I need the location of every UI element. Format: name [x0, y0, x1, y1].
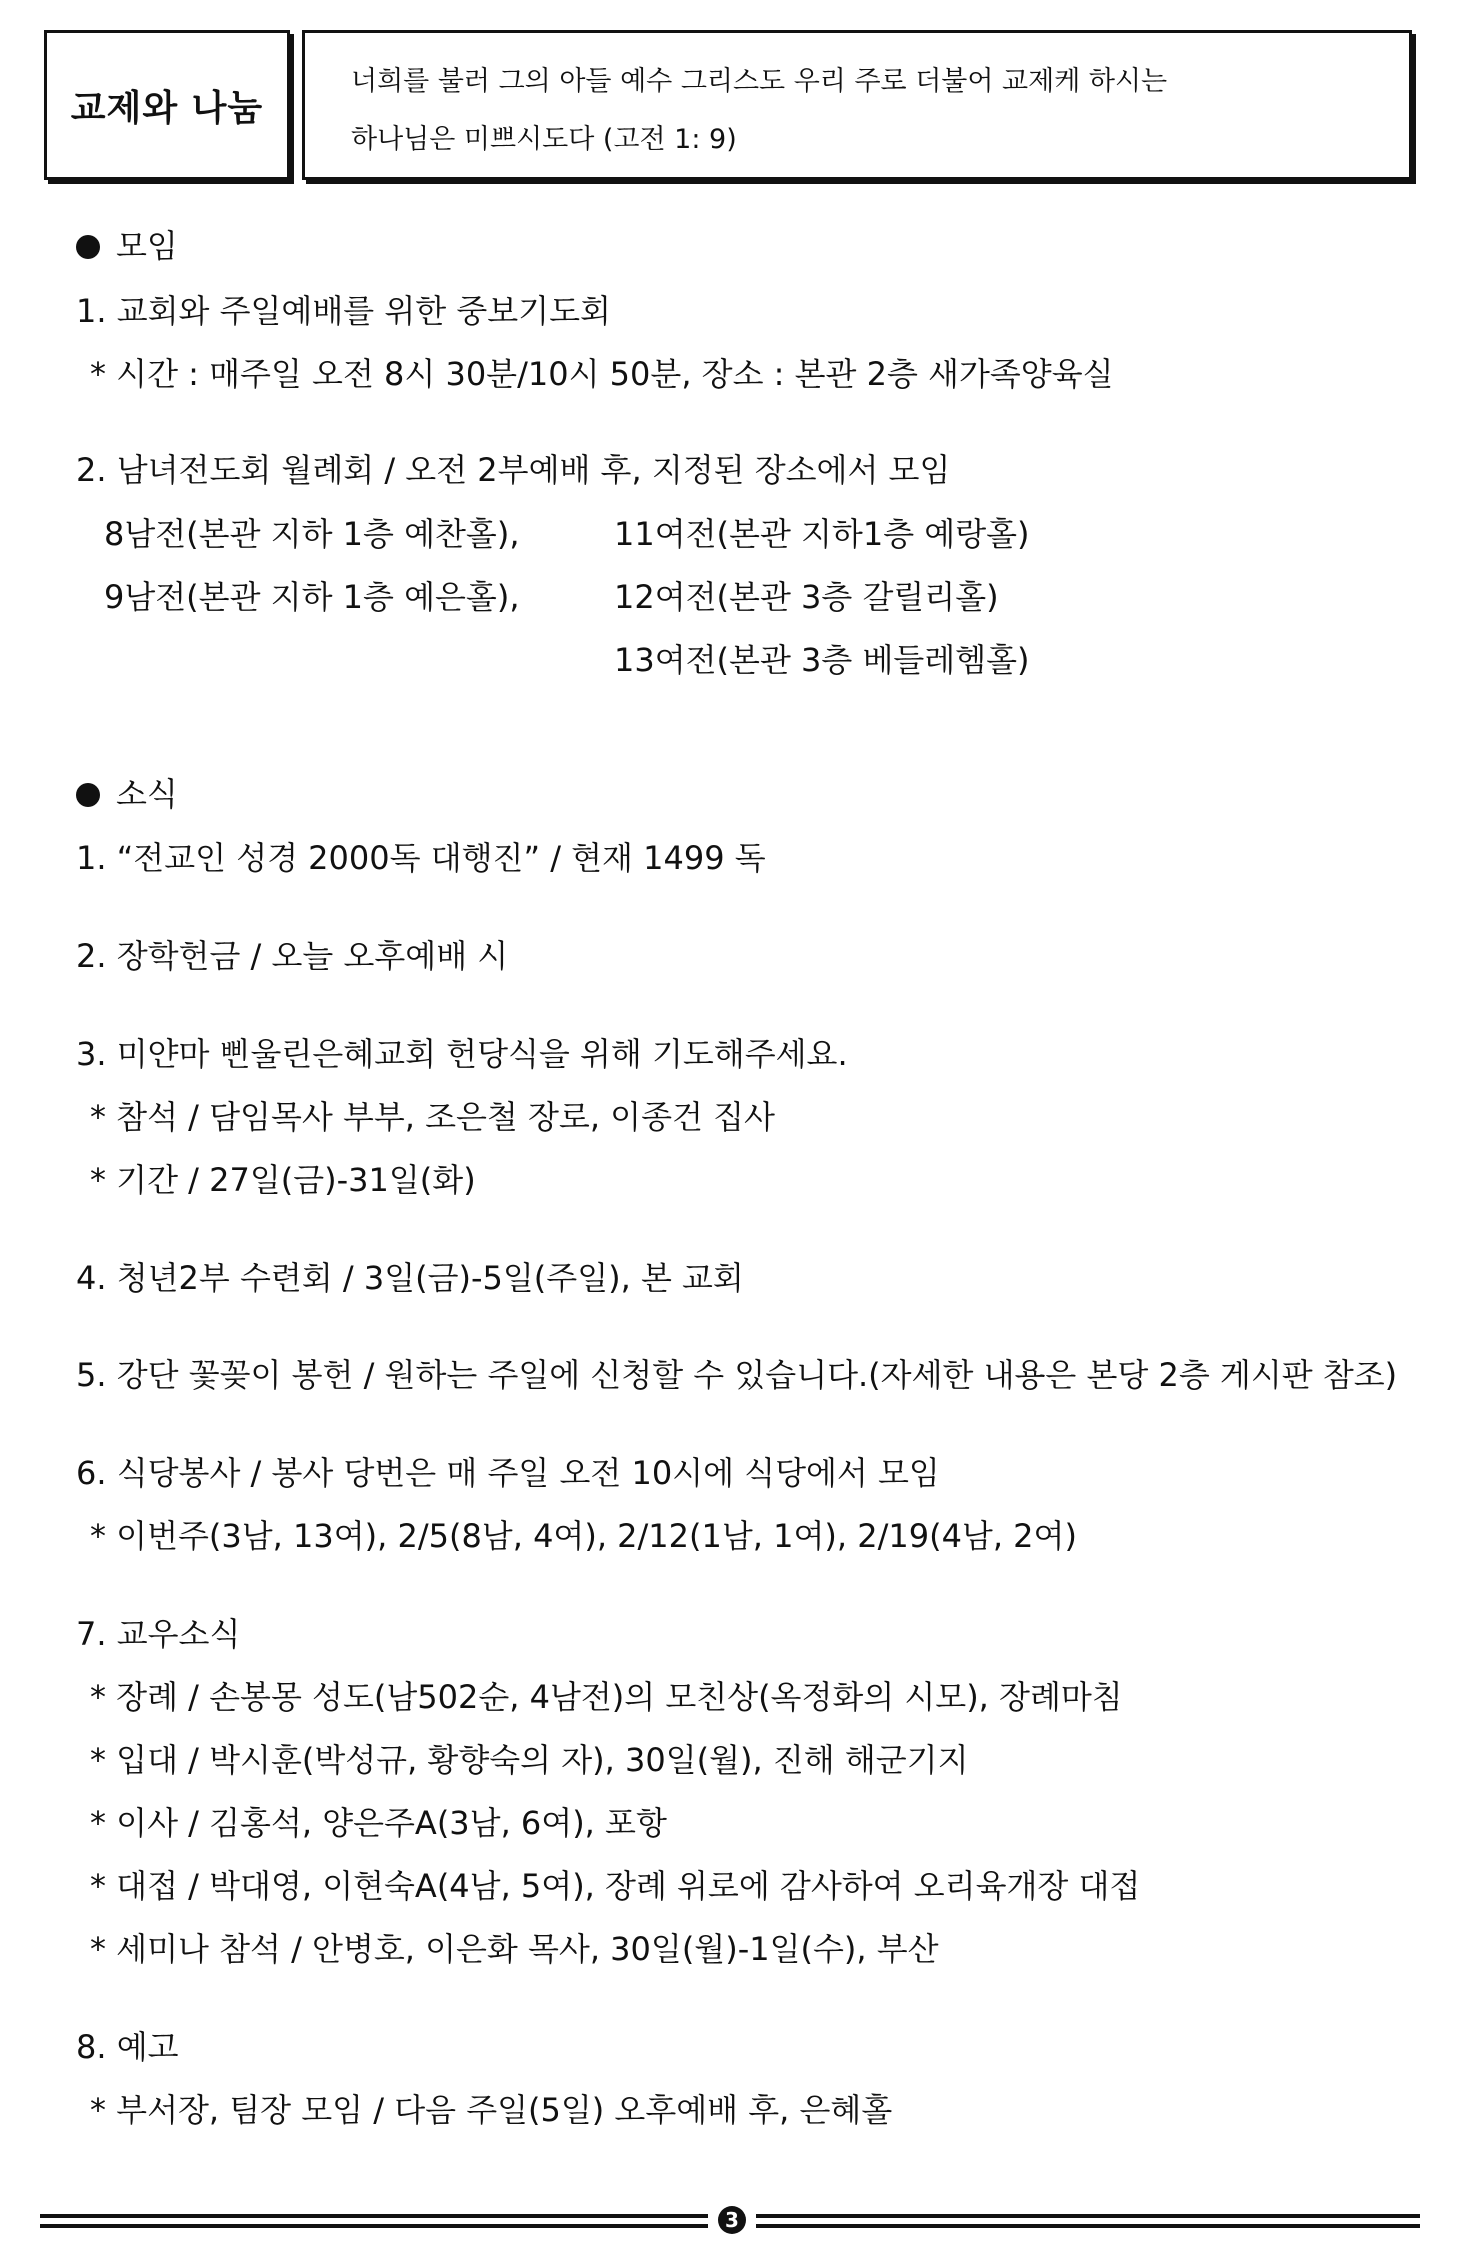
women-group-11: 11여전(본관 지하1층 예랑홀)	[614, 515, 1030, 553]
bible-verse-box	[302, 30, 1412, 180]
bullet-icon	[76, 235, 100, 259]
news-item-7-seminar: * 세미나 참석 / 안병호, 이은화 목사, 30일(월)-1일(수), 부산	[90, 1930, 939, 1968]
footer	[40, 2206, 1420, 2236]
news-item-6: 6. 식당봉사 / 봉사 당번은 매 주일 오전 10시에 식당에서 모임	[76, 1454, 940, 1492]
news-item-6-schedule: * 이번주(3남, 13여), 2/5(8남, 4여), 2/12(1남, 1여), 2/19(4남, 2여)	[90, 1517, 1077, 1555]
news-item-2: 2. 장학헌금 / 오늘 오후예배 시	[76, 937, 509, 975]
news-item-3-attendees: * 참석 / 담임목사 부부, 조은철 장로, 이종건 집사	[90, 1098, 775, 1136]
news-item-3-period: * 기간 / 27일(금)-31일(화)	[90, 1161, 476, 1199]
news-item-5: 5. 강단 꽃꽂이 봉헌 / 원하는 주일에 신청할 수 있습니다.(자세한 내용은 본당 2층 게시판 참조)	[76, 1356, 1398, 1394]
news-item-3: 3. 미얀마 삔울린은혜교회 헌당식을 위해 기도해주세요.	[76, 1035, 848, 1073]
bullet-icon	[76, 783, 100, 807]
women-group-12: 12여전(본관 3층 갈릴리홀)	[614, 578, 999, 616]
men-group-8: 8남전(본관 지하 1층 예찬홀),	[104, 515, 520, 553]
footer-rule-right-bottom	[756, 2224, 1420, 2228]
footer-rule-right-top	[756, 2214, 1420, 2218]
news-item-7: 7. 교우소식	[76, 1615, 241, 1653]
meeting-item-1-detail: * 시간 : 매주일 오전 8시 30분/10시 50분, 장소 : 본관 2층 새가족양육실	[90, 355, 1114, 393]
header	[44, 30, 1414, 184]
news-heading: 소식	[76, 774, 178, 814]
verse-line-1: 너희를 불러 그의 아들 예수 그리스도 우리 주로 더불어 교제케 하시는	[351, 66, 1168, 97]
news-item-8: 8. 예고	[76, 2028, 179, 2066]
verse-line-2: 하나님은 미쁘시도다 (고전 1: 9)	[351, 124, 737, 155]
news-item-4: 4. 청년2부 수련회 / 3일(금)-5일(주일), 본 교회	[76, 1259, 744, 1297]
news-item-7-moving: * 이사 / 김홍석, 양은주A(3남, 6여), 포항	[90, 1804, 667, 1842]
news-item-7-funeral: * 장례 / 손봉몽 성도(남502순, 4남전)의 모친상(옥정화의 시모), 장례마침	[90, 1678, 1123, 1716]
section-title: 교제와 나눔	[70, 87, 264, 129]
women-group-13: 13여전(본관 3층 베들레헴홀)	[614, 641, 1030, 679]
page-number: 3	[718, 2206, 746, 2234]
meetings-heading: 모임	[76, 226, 178, 266]
news-item-7-treat: * 대접 / 박대영, 이현숙A(4남, 5여), 장례 위로에 감사하여 오리육개장 대접	[90, 1867, 1141, 1905]
footer-rule-left-top	[40, 2214, 708, 2218]
news-item-7-enlistment: * 입대 / 박시훈(박성규, 황향숙의 자), 30일(월), 진해 해군기지	[90, 1741, 969, 1779]
section-title-box	[44, 30, 290, 180]
meeting-item-2: 2. 남녀전도회 월례회 / 오전 2부예배 후, 지정된 장소에서 모임	[76, 451, 951, 489]
men-group-9: 9남전(본관 지하 1층 예은홀),	[104, 578, 520, 616]
news-item-1: 1. “전교인 성경 2000독 대행진” / 현재 1499 독	[76, 839, 766, 877]
news-item-8-notice: * 부서장, 팀장 모임 / 다음 주일(5일) 오후예배 후, 은혜홀	[90, 2091, 893, 2129]
meeting-item-1: 1. 교회와 주일예배를 위한 중보기도회	[76, 292, 611, 330]
footer-rule-left-bottom	[40, 2224, 708, 2228]
